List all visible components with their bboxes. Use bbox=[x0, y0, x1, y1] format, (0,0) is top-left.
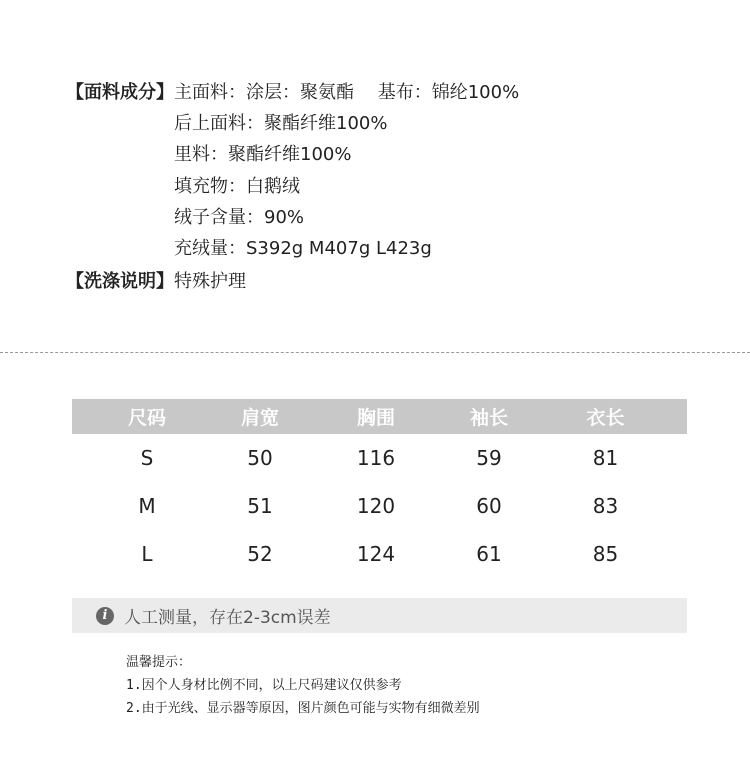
table-row bbox=[72, 482, 687, 530]
tips-title: 温馨提示： bbox=[126, 655, 192, 670]
measurement-note-text: 人工测量，存在2-3cm误差 bbox=[124, 608, 331, 628]
fabric-label: 【面料成分】 bbox=[66, 82, 174, 103]
table-cell: 124 bbox=[356, 542, 396, 566]
measurement-note bbox=[72, 598, 687, 633]
table-cell: 83 bbox=[592, 494, 619, 518]
header-cell-shoulder: 肩宽 bbox=[240, 407, 279, 429]
fabric-line: 后上面料：聚酯纤维100% bbox=[174, 113, 388, 134]
header-cell-size: 尺码 bbox=[127, 407, 166, 429]
fabric-line: 绒子含量：90% bbox=[174, 207, 305, 228]
table-cell: 85 bbox=[592, 542, 619, 566]
table-row bbox=[72, 530, 687, 578]
size-table-header bbox=[72, 399, 687, 434]
table-cell: L bbox=[141, 542, 153, 566]
header-cell-chest: 胸围 bbox=[356, 407, 395, 429]
fabric-line: 里料：聚酯纤维100% bbox=[174, 144, 352, 165]
tips-item: 2.由于光线、显示器等原因，图片颜色可能与实物有细微差别 bbox=[126, 701, 480, 716]
table-cell: 61 bbox=[476, 542, 502, 566]
table-row bbox=[72, 434, 687, 482]
care-value: 特殊护理 bbox=[174, 271, 246, 292]
size-table bbox=[72, 399, 687, 578]
table-cell: 51 bbox=[247, 494, 273, 518]
fabric-line: 主面料：涂层：聚氨酯 基布：锦纶100% bbox=[174, 82, 520, 103]
table-cell: 120 bbox=[356, 494, 396, 518]
table-cell: M bbox=[138, 494, 156, 518]
table-cell: 116 bbox=[356, 446, 396, 470]
header-cell-length: 衣长 bbox=[586, 407, 625, 429]
header-cell-sleeve: 袖长 bbox=[469, 407, 508, 429]
table-cell: S bbox=[140, 446, 154, 470]
dashed-divider bbox=[0, 352, 750, 353]
table-cell: 60 bbox=[476, 494, 502, 518]
table-cell: 59 bbox=[476, 446, 502, 470]
tips-section bbox=[126, 651, 480, 720]
info-icon: i bbox=[96, 607, 114, 625]
care-label: 【洗涤说明】 bbox=[66, 271, 174, 292]
table-cell: 52 bbox=[247, 542, 273, 566]
fabric-line: 充绒量：S392g M407g L423g bbox=[174, 238, 432, 259]
tips-item: 1.因个人身材比例不同，以上尺码建议仅供参考 bbox=[126, 678, 402, 693]
table-cell: 50 bbox=[247, 446, 273, 470]
table-cell: 81 bbox=[592, 446, 619, 470]
fabric-line: 填充物：白鹅绒 bbox=[174, 176, 300, 197]
